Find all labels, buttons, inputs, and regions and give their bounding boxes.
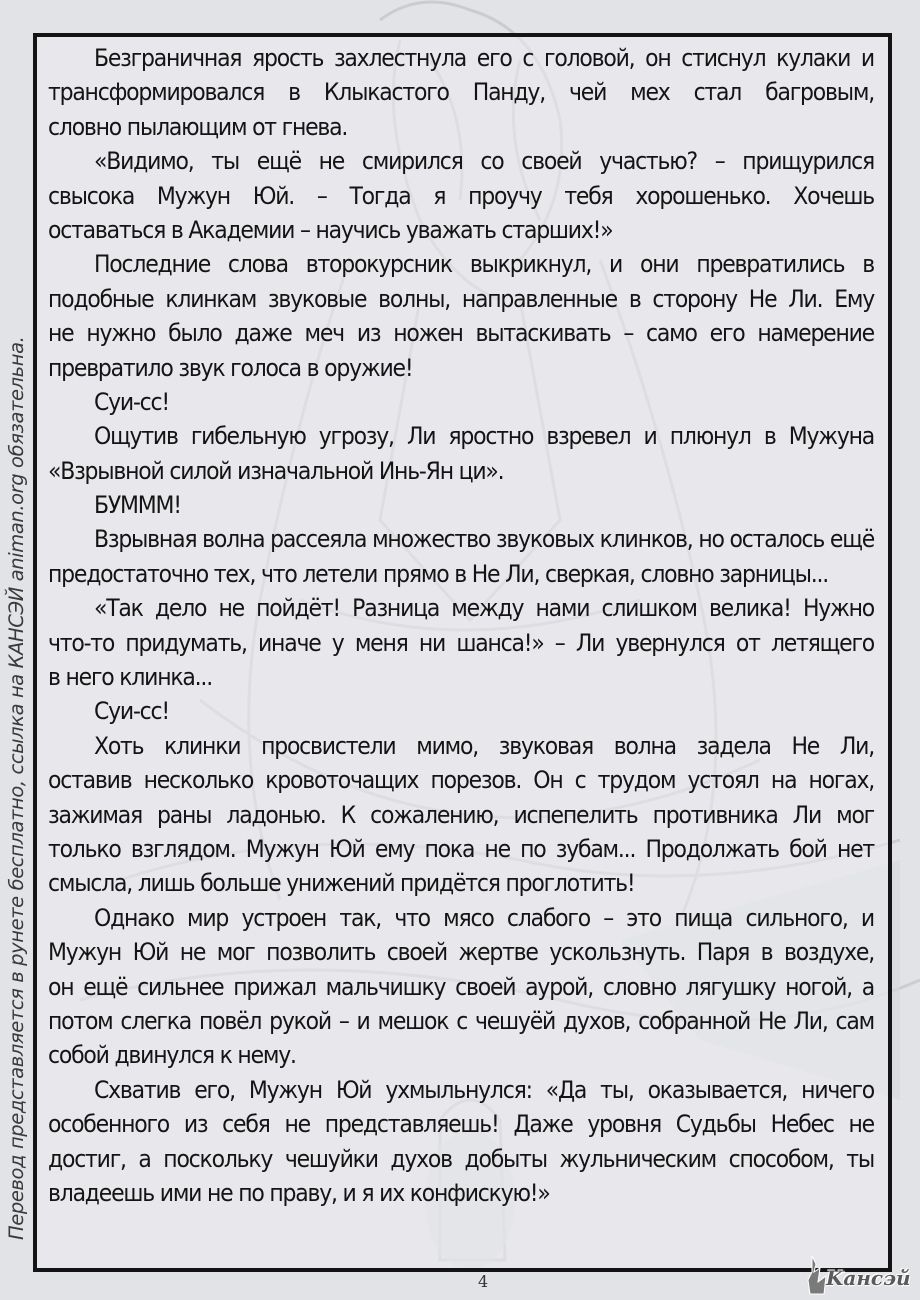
text-line: Однако мир устроен так, что мясо слабого – это пища сильного, и — [94, 902, 874, 932]
text-line: только взглядом. Мужун Юй ему пока не по зубам... Продолжать бой нет — [48, 833, 874, 863]
text-line: «Так дело не пойдёт! Разница между нами слишком велика! Нужно — [94, 593, 874, 623]
text-line: Схватив его, Мужун Юй ухмыльнулся: «Да ты, оказывается, ничего — [94, 1074, 874, 1104]
page-number: 4 — [478, 1272, 489, 1291]
text-line: Хоть клинки просвистели мимо, звуковая волна задела Не Ли, — [94, 730, 874, 760]
text-line: Последние слова второкурсник выкрикнул, и они превратились в — [94, 249, 874, 279]
text-line: Мужун Юй не мог позволить своей жертве ускользнуть. Паря в воздухе, — [48, 937, 874, 967]
text-line: Суи-сс! — [94, 696, 170, 726]
text-line: «Взрывной силой изначальной Инь-Ян ци». — [48, 455, 504, 485]
text-line: достиг, а поскольку чешуйки духов добыты жульническим способом, ты — [48, 1143, 874, 1173]
text-line: предостаточно тех, что летели прямо в Не Ли, сверкая, словно зарницы... — [48, 558, 829, 588]
text-line: потом слегка повёл рукой – и мешок с чешуёй духов, собранной Не Ли, сам — [48, 1005, 874, 1035]
text-line: смысла, лишь больше унижений придётся проглотить! — [48, 868, 635, 898]
text-line: он ещё сильнее прижал мальчишку своей аурой, словно лягушку ногой, а — [48, 971, 874, 1001]
logo-text: Kaнсэй — [826, 1266, 911, 1290]
text-line: БУМММ! — [94, 490, 181, 520]
story-text — [48, 41, 874, 1210]
text-line: зажимая раны ладонью. К сожалению, испепелить противника Ли мог — [48, 799, 874, 829]
text-line: владеешь ими не по праву, и я их конфискую!» — [48, 1177, 550, 1207]
text-line: оставив несколько кровоточащих порезов. Он с трудом устоял на ногах, — [48, 765, 874, 795]
text-frame — [33, 33, 892, 1272]
text-line: Суи-сс! — [94, 386, 170, 416]
text-line: особенного из себя не представляешь! Даже уровня Судьбы Небес не — [48, 1109, 874, 1139]
text-line: словно пылающим от гнева. — [48, 111, 348, 141]
text-line: «Видимо, ты ещё не смирился со своей участью? – прищурился — [94, 146, 874, 176]
text-line: Безграничная ярость захлестнула его с головой, он стиснул кулаки и — [94, 43, 874, 72]
text-line: превратило звук голоса в оружие! — [48, 352, 413, 382]
text-line: не нужно было даже меч из ножен вытаскивать – само его намерение — [48, 318, 874, 348]
text-line: в него клинка... — [48, 662, 212, 692]
text-line: собой двинулся к нему. — [48, 1040, 296, 1070]
text-line: Взрывная волна рассеяла множество звуковых клинков, но осталось ещё — [94, 524, 874, 554]
text-line: оставаться в Академии – научись уважать старших!» — [48, 214, 613, 244]
text-line: что-то придумать, иначе у меня ни шанса!» – Ли увернулся от летящего — [48, 627, 874, 657]
text-line: свысока Мужун Юй. – Тогда я проучу тебя хорошенько. Хочешь — [48, 180, 874, 210]
translation-credit-note: Перевод представляется в рунете бесплатно, ссылка на КАНСЭЙ animan.org обязательна. — [5, 336, 28, 1240]
text-line: трансформировался в Клыкастого Панду, чей мех стал багровым, — [48, 77, 874, 107]
kansei-logo — [806, 1252, 911, 1296]
text-line: Ощутив гибельную угрозу, Ли яростно взревел и плюнул в Мужуна — [94, 421, 874, 451]
text-line: подобные клинкам звуковые волны, направленные в сторону Не Ли. Ему — [48, 283, 874, 313]
